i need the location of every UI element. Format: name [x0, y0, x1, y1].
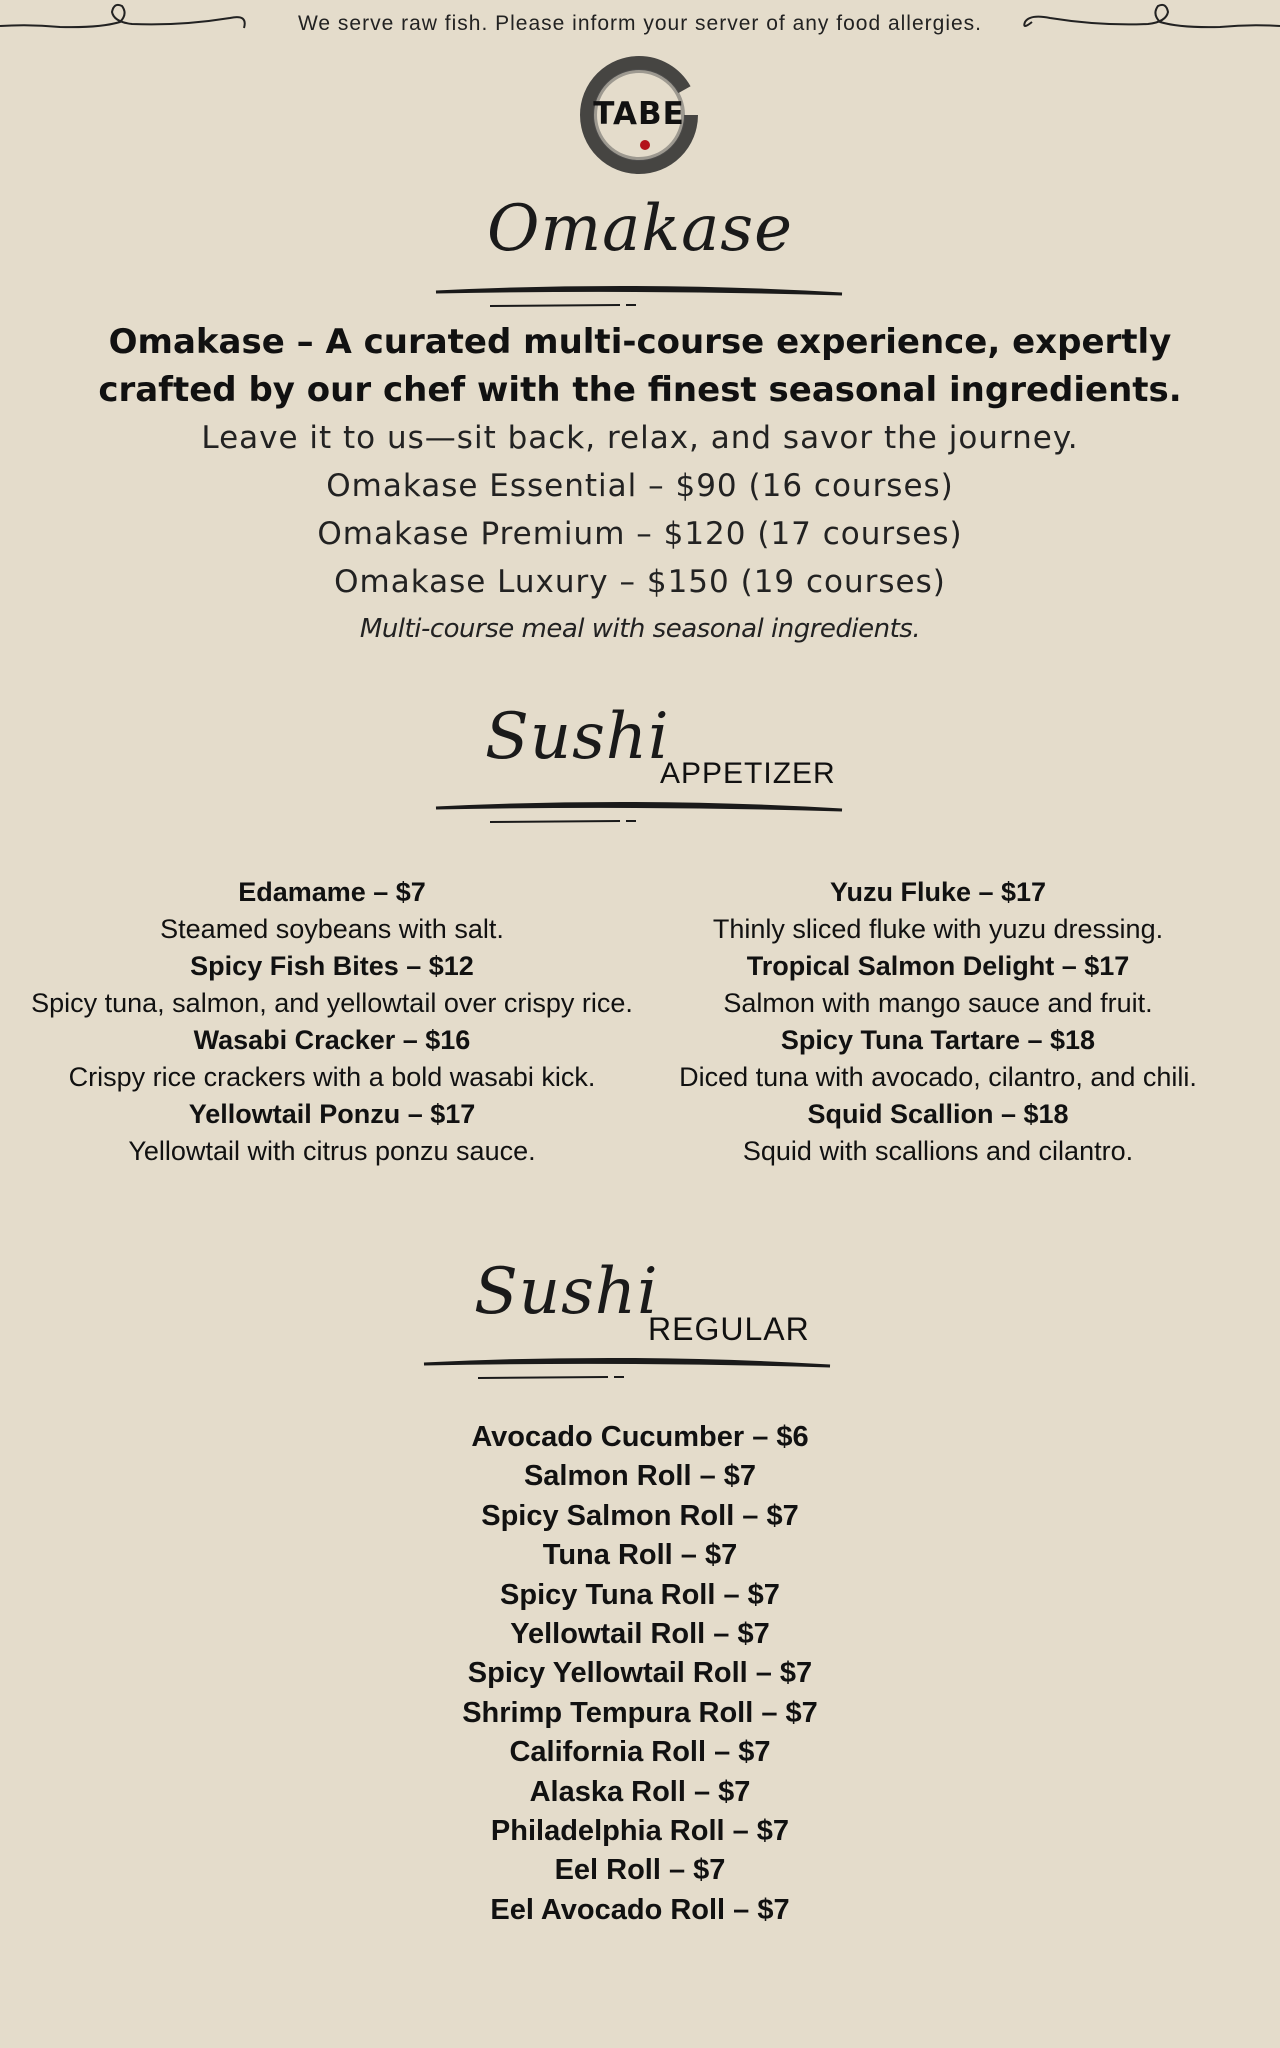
appetizer-underline: [430, 794, 850, 828]
list-item: [608, 874, 1268, 948]
regular-list: [340, 1418, 940, 1930]
item-name: Spicy Fish Bites – $12: [190, 951, 474, 981]
list-item: Alaska Roll – $7: [529, 1775, 751, 1808]
logo-text: TABE: [593, 96, 685, 132]
omakase-description-line2: crafted by our chef with the finest seasonal ingredients.: [98, 370, 1182, 410]
omakase-description: [90, 318, 1190, 414]
allergy-notice: We serve raw fish. Please inform your server of any food allergies.: [297, 12, 983, 35]
item-description: Steamed soybeans with salt.: [160, 914, 504, 944]
item-description: Squid with scallions and cilantro.: [742, 1136, 1134, 1166]
list-item: [608, 948, 1268, 1022]
list-item: Shrimp Tempura Roll – $7: [462, 1696, 818, 1729]
omakase-description-line1: Omakase – A curated multi-course experience, expertly: [108, 322, 1172, 362]
list-item: [2, 1022, 662, 1096]
item-description: Yellowtail with citrus ponzu sauce.: [128, 1136, 536, 1166]
list-item: Philadelphia Roll – $7: [490, 1815, 790, 1848]
list-item: [2, 948, 662, 1022]
regular-subheading: REGULAR: [648, 1311, 810, 1347]
list-item: [2, 874, 662, 948]
list-item: Salmon Roll – $7: [523, 1460, 757, 1493]
list-item: Spicy Yellowtail Roll – $7: [467, 1657, 813, 1690]
list-item: Yellowtail Roll – $7: [510, 1618, 770, 1651]
item-description: Spicy tuna, salmon, and yellowtail over crispy rice.: [31, 988, 633, 1018]
regular-heading: Sushi: [474, 1255, 659, 1329]
omakase-option-premium: Omakase Premium – $120 (17 courses): [317, 516, 963, 552]
item-description: Diced tuna with avocado, cilantro, and chili.: [679, 1062, 1197, 1092]
appetizer-heading: Sushi: [485, 700, 670, 774]
item-name: Squid Scallion – $18: [807, 1099, 1069, 1129]
regular-underline: [418, 1350, 838, 1384]
omakase-note: Multi-course meal with seasonal ingredients.: [359, 614, 921, 644]
list-item: Tuna Roll – $7: [542, 1539, 738, 1572]
list-item: Spicy Tuna Roll – $7: [500, 1578, 780, 1611]
appetizer-right-column: [608, 874, 1268, 1170]
item-name: Edamame – $7: [238, 877, 426, 907]
list-item: [608, 1022, 1268, 1096]
omakase-heading: Omakase: [487, 192, 793, 266]
item-name: Spicy Tuna Tartare – $18: [780, 1025, 1096, 1055]
omakase-option-luxury: Omakase Luxury – $150 (19 courses): [334, 564, 946, 600]
appetizer-left-column: [2, 874, 662, 1170]
item-name: Yellowtail Ponzu – $17: [188, 1099, 476, 1129]
item-description: Salmon with mango sauce and fruit.: [723, 988, 1153, 1018]
appetizer-subheading: APPETIZER: [660, 757, 836, 790]
list-item: [608, 1096, 1268, 1170]
item-name: Wasabi Cracker – $16: [193, 1025, 471, 1055]
list-item: [2, 1096, 662, 1170]
item-description: Thinly sliced fluke with yuzu dressing.: [712, 914, 1164, 944]
omakase-underline: [430, 278, 850, 312]
list-item: Spicy Salmon Roll – $7: [481, 1499, 799, 1532]
list-item: Avocado Cucumber – $6: [471, 1421, 809, 1453]
list-item: Eel Avocado Roll – $7: [490, 1893, 790, 1926]
item-description: Crispy rice crackers with a bold wasabi kick.: [68, 1062, 596, 1092]
item-name: Yuzu Fluke – $17: [829, 877, 1047, 907]
item-name: Tropical Salmon Delight – $17: [746, 951, 1130, 981]
omakase-option-essential: Omakase Essential – $90 (16 courses): [326, 468, 954, 504]
list-item: California Roll – $7: [509, 1736, 771, 1769]
omakase-tagline: Leave it to us—sit back, relax, and savor the journey.: [201, 420, 1079, 456]
list-item: Eel Roll – $7: [554, 1854, 726, 1887]
